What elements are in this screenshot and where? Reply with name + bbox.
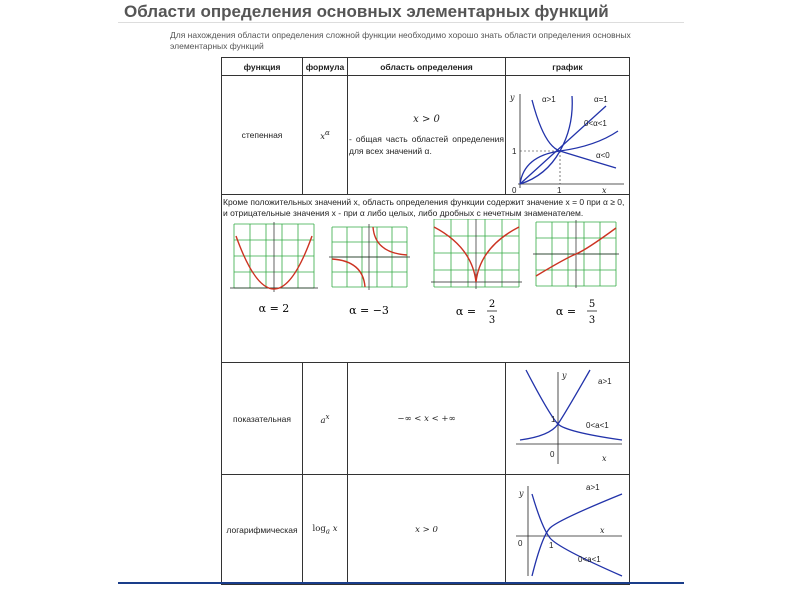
example-label-0: α = 2 [258, 302, 290, 315]
table-row-power [222, 76, 630, 195]
formula-exp-base: a [320, 415, 326, 426]
header-graph: график [506, 58, 630, 76]
label-alpha-0-1: 0<α<1 [584, 119, 607, 128]
example-label-1: α = −3 [349, 304, 389, 317]
label-x: x [602, 186, 607, 194]
graph-logarithmic [506, 476, 628, 584]
domain-power-note: - общая часть областей определения для всех значений α. [349, 133, 504, 156]
label-zero: 0 [550, 449, 555, 459]
table-header-row [222, 58, 630, 76]
curve-a-gt1 [520, 370, 590, 440]
example-alpha-2 [230, 222, 318, 315]
header-formula: формула [303, 58, 348, 76]
label-alpha-lt0: α<0 [596, 151, 610, 160]
graph-logarithmic-cell [506, 475, 630, 585]
example-label-2: α = [455, 305, 477, 318]
example-alpha-minus3 [329, 224, 410, 317]
label-x: x [602, 453, 607, 463]
row-name-exponential: показательная [222, 363, 303, 475]
label-y: y [510, 93, 515, 102]
curve-alpha-eq1 [520, 106, 606, 184]
intro-paragraph: Для нахождения области определения сложной функции необходимо хорошо знать области определения основных элементарных функций [170, 30, 631, 51]
header-function: функция [222, 58, 303, 76]
curve-hyperbola-right [373, 227, 407, 255]
domain-power [348, 76, 506, 195]
bottom-divider [118, 582, 684, 584]
domain-logarithmic: x > 0 [348, 475, 506, 585]
domain-exponential: −∞ < x < +∞ [348, 363, 506, 475]
curve-hyperbola-left [332, 259, 365, 287]
label-y: y [562, 370, 567, 380]
row-name-power: степенная [222, 76, 303, 195]
formula-exp-exp: x [325, 411, 330, 421]
curve-cusp [434, 227, 519, 282]
page-title: Области определения основных элементарных функций [124, 2, 609, 21]
table-row-exponential [222, 363, 630, 475]
example-graphs [222, 219, 628, 339]
label-y: y [519, 488, 524, 498]
domain-power-main: x > 0 [413, 113, 440, 125]
table-row-examples [222, 195, 630, 363]
label-one: 1 [549, 540, 554, 550]
title-divider [118, 22, 684, 23]
curve-alpha-gt1 [520, 96, 572, 184]
example-alpha-2-3 [431, 219, 522, 326]
formula-exponential [303, 363, 348, 475]
label-zero: 0 [518, 538, 523, 548]
label-alpha-eq1: α=1 [594, 95, 608, 104]
functions-table [221, 57, 630, 585]
graph-power [506, 76, 628, 194]
label-a-lt1: 0<a<1 [586, 420, 609, 430]
graph-exponential-cell [506, 363, 630, 475]
formula-power-base: x [320, 131, 325, 142]
formula-logarithmic [303, 475, 348, 585]
formula-log-arg: x [332, 523, 338, 534]
formula-log-base: log [312, 523, 326, 534]
row-name-logarithmic: логарифмическая [222, 475, 303, 585]
graph-exponential [506, 364, 628, 474]
label-one: 1 [551, 414, 556, 424]
example-num-3: 5 [588, 299, 596, 310]
power-note: Кроме положительных значений x, область определения функции содержит значение x = 0 при α ≥ 0, и отрицательные значения x - при α либо целых, либо дробных с нечетным знаменателем. [223, 197, 625, 218]
label-one-y: 1 [512, 147, 517, 156]
example-alpha-5-3 [533, 220, 619, 326]
formula-log-sub: a [325, 526, 330, 536]
example-den-2: 3 [488, 315, 496, 326]
label-a-gt1: a>1 [598, 376, 612, 386]
label-x: x [600, 525, 605, 535]
label-a-lt1: 0<a<1 [578, 554, 601, 564]
label-zero: 0 [512, 186, 517, 194]
examples-cell [222, 195, 630, 363]
formula-power-exp: α [325, 128, 330, 138]
label-alpha-gt1: α>1 [542, 95, 556, 104]
header-domain: область определения [348, 58, 506, 76]
example-label-3: α = [555, 305, 577, 318]
example-num-2: 2 [488, 299, 496, 310]
table-row-logarithmic [222, 475, 630, 585]
example-den-3: 3 [588, 315, 596, 326]
formula-power [303, 76, 348, 195]
label-a-gt1: a>1 [586, 482, 600, 492]
curve-a-gt1 [532, 494, 622, 576]
label-one-x: 1 [557, 186, 562, 194]
graph-power-cell [506, 76, 630, 195]
